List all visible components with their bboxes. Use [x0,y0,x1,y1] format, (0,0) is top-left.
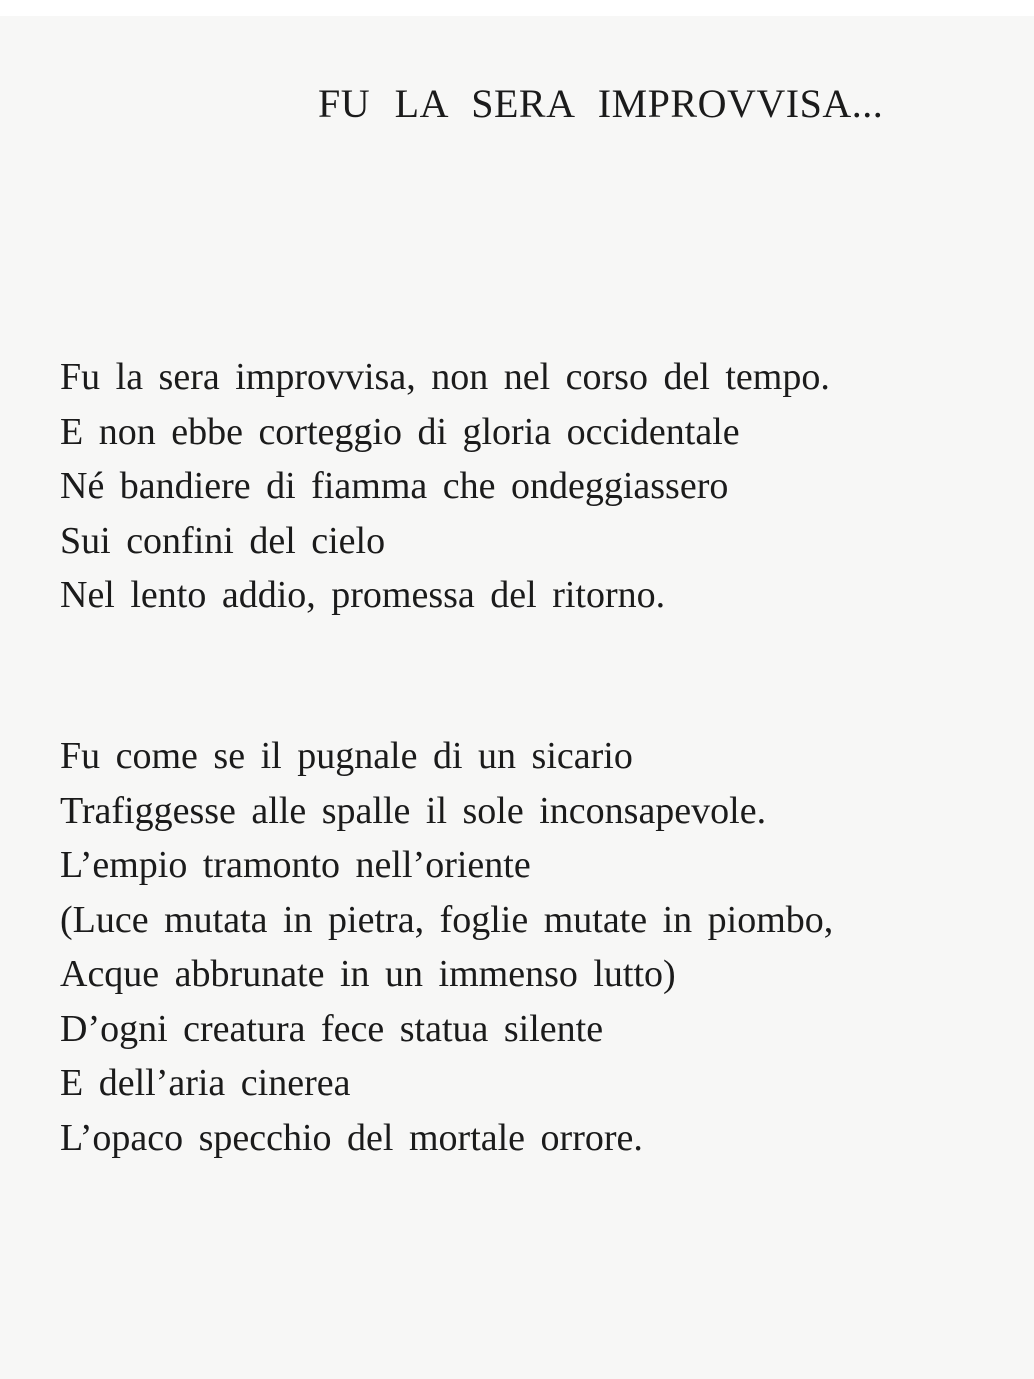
verse-line: E non ebbe corteggio di gloria occidentale [60,410,740,453]
verse-line: (Luce mutata in pietra, foglie mutate in piombo, [60,898,834,941]
verse-line: Fu la sera improvvisa, non nel corso del tempo. [60,356,830,398]
poem-page [0,16,1034,1379]
verse-line: Né bandiere di fiamma che ondeggiassero [60,465,729,507]
verse-line: Fu come se il pugnale di un sicario [60,735,633,777]
verse-line: Sui confini del cielo [60,519,386,562]
verse-line: L’opaco specchio del mortale orrore. [60,1116,643,1159]
verse-line: Nel lento addio, promessa del ritorno. [60,574,666,616]
verse-line: E dell’aria cinerea [60,1062,351,1104]
poem-title: FU LA SERA IMPROVVISA... [318,81,884,126]
verse-line: D’ogni creatura fece statua silente [60,1007,604,1050]
verse-line: Trafiggesse alle spalle il sole inconsapevole. [60,789,767,832]
verse-line: L’empio tramonto nell’oriente [60,844,531,886]
stanza-2 [60,729,833,1165]
stanza-1 [60,350,830,623]
verse-line: Acque abbrunate in un immenso lutto) [60,953,676,995]
